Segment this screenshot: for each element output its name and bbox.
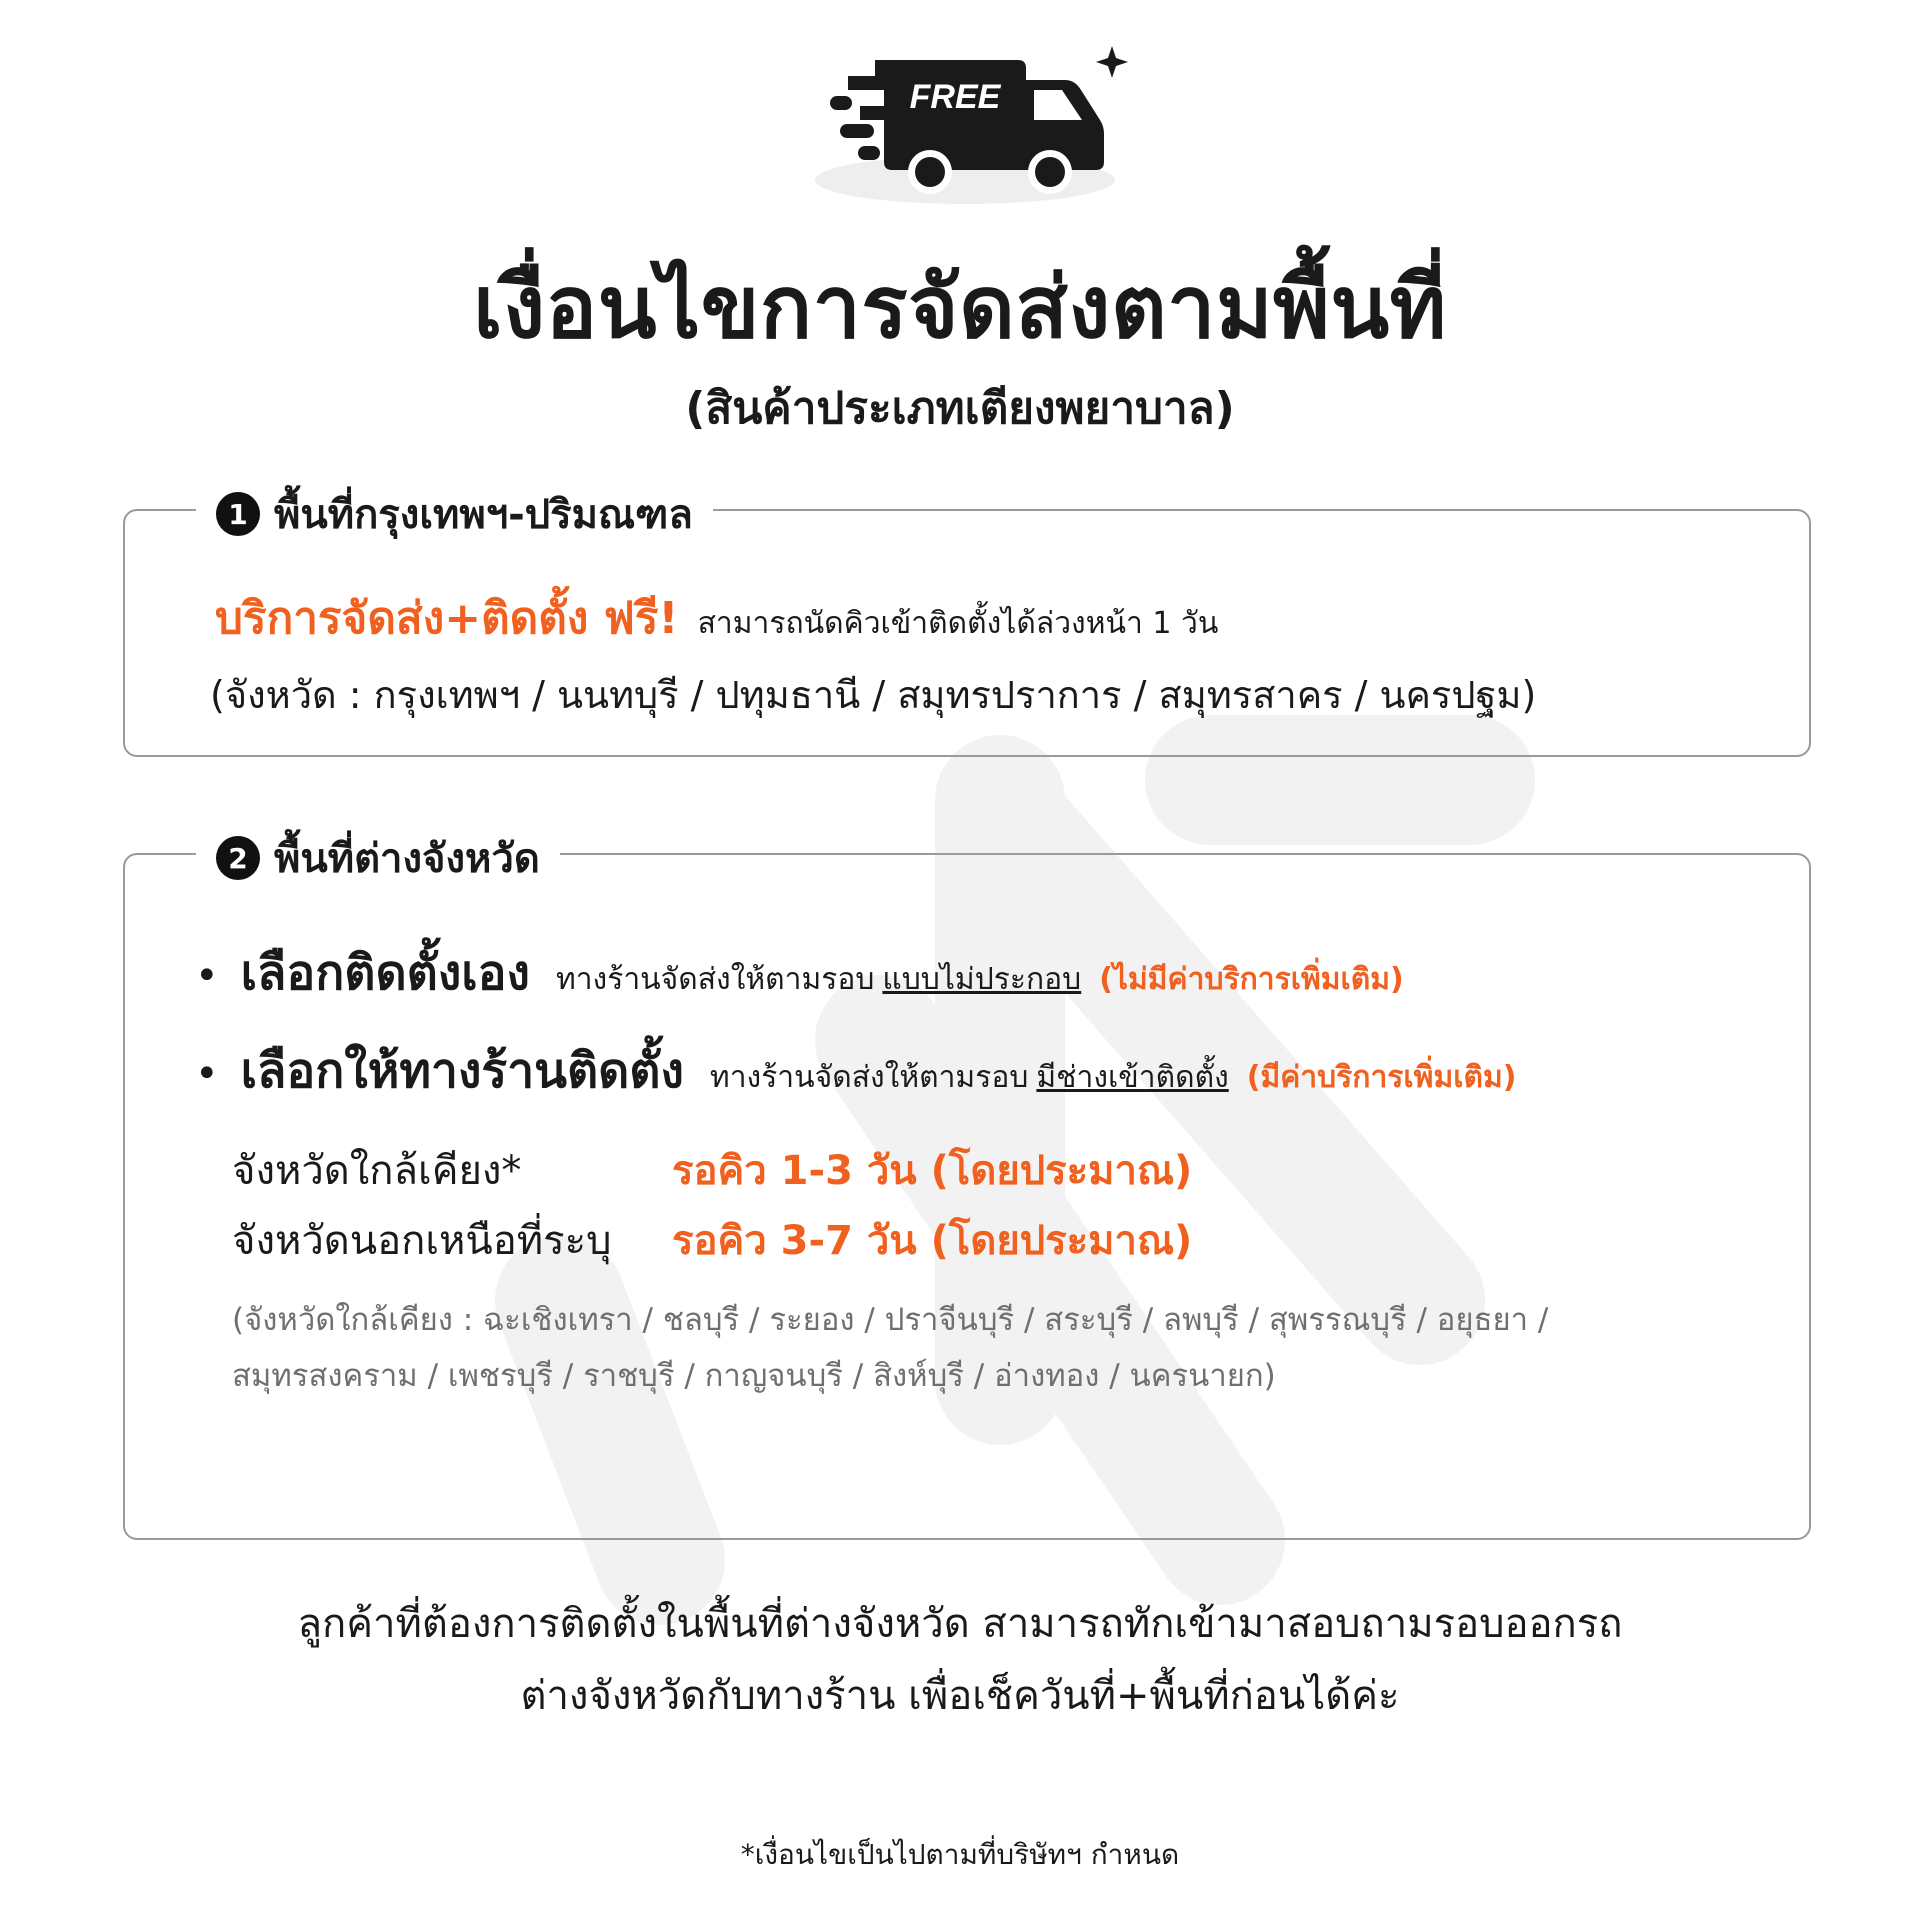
option-self-install	[195, 935, 1404, 1011]
section1-heading	[196, 482, 713, 546]
option-fee-note: (ไม่มีค่าบริการเพิ่มเติม)	[1099, 962, 1404, 997]
section2-title: พื้นที่ต่างจังหวัด	[274, 836, 540, 882]
free-service-highlight: บริการจัดส่ง+ติดตั้ง ฟรี!	[215, 593, 679, 644]
section1-number-badge: 1	[216, 492, 260, 536]
option-title: เลือกติดตั้งเอง	[240, 945, 530, 1001]
section2-heading	[196, 826, 560, 890]
wait-value-nearby: รอคิว 1-3 วัน (โดยประมาณ)	[672, 1148, 1193, 1194]
page-subtitle: (สินค้าประเภทเตียงพยาบาล)	[685, 383, 1235, 434]
free-badge-text: FREE	[909, 78, 1001, 116]
contact-note-line: ต่างจังหวัดกับทางร้าน เพื่อเช็ควันที่+พื้นที่ก่อนได้ค่ะ	[520, 1673, 1400, 1719]
contact-note	[0, 1588, 1920, 1732]
option-desc: ทางร้านจัดส่งให้ตามรอบ	[555, 962, 875, 997]
page-title: เงื่อนไขการจัดส่งตามพื้นที่	[473, 258, 1447, 358]
bullet-dot: •	[195, 953, 219, 999]
nearby-provinces-list	[232, 1292, 1732, 1404]
bullet-dot: •	[195, 1051, 219, 1097]
option-shop-install	[195, 1033, 1516, 1109]
delivery-truck-icon	[800, 40, 1130, 210]
terms-footnote: *เงื่อนไขเป็นไปตามที่บริษัทฯ กำหนด	[740, 1838, 1180, 1871]
wait-label-other: จังหวัดนอกเหนือที่ระบุ	[232, 1218, 612, 1264]
free-service-desc: สามารถนัดคิวเข้าติดตั้งได้ล่วงหน้า 1 วัน	[697, 606, 1219, 641]
section2-number-badge: 2	[216, 836, 260, 880]
option-underlined: แบบไม่ประกอบ	[882, 962, 1082, 997]
option-desc: ทางร้านจัดส่งให้ตามรอบ	[709, 1060, 1029, 1095]
option-title: เลือกให้ทางร้านติดตั้ง	[240, 1043, 684, 1099]
section1-title: พื้นที่กรุงเทพฯ-ปริมณฑล	[274, 492, 693, 538]
wait-value-other: รอคิว 3-7 วัน (โดยประมาณ)	[672, 1218, 1193, 1264]
nearby-provinces-line: (จังหวัดใกล้เคียง : ฉะเชิงเทรา / ชลบุรี / ระยอง / ปราจีนบุรี / สระบุรี / ลพบุรี / สุพรรณบุรี / อยุธยา /	[232, 1302, 1549, 1338]
nearby-provinces-line: สมุทรสงคราม / เพชรบุรี / ราชบุรี / กาญจนบุรี / สิงห์บุรี / อ่างทอง / นครนายก)	[232, 1358, 1276, 1394]
contact-note-line: ลูกค้าที่ต้องการติดตั้งในพื้นที่ต่างจังหวัด สามารถทักเข้ามาสอบถามรอบออกรถ	[297, 1601, 1623, 1647]
option-fee-note: (มีค่าบริการเพิ่มเติม)	[1246, 1060, 1517, 1095]
free-service-line	[215, 583, 1218, 653]
wait-label-nearby: จังหวัดใกล้เคียง*	[232, 1148, 522, 1194]
option-underlined: มีช่างเข้าติดตั้ง	[1036, 1060, 1229, 1095]
bangkok-provinces: (จังหวัด : กรุงเทพฯ / นนทบุรี / ปทุมธานี / สมุทรปราการ / สมุทรสาคร / นครปฐม)	[210, 673, 1537, 717]
